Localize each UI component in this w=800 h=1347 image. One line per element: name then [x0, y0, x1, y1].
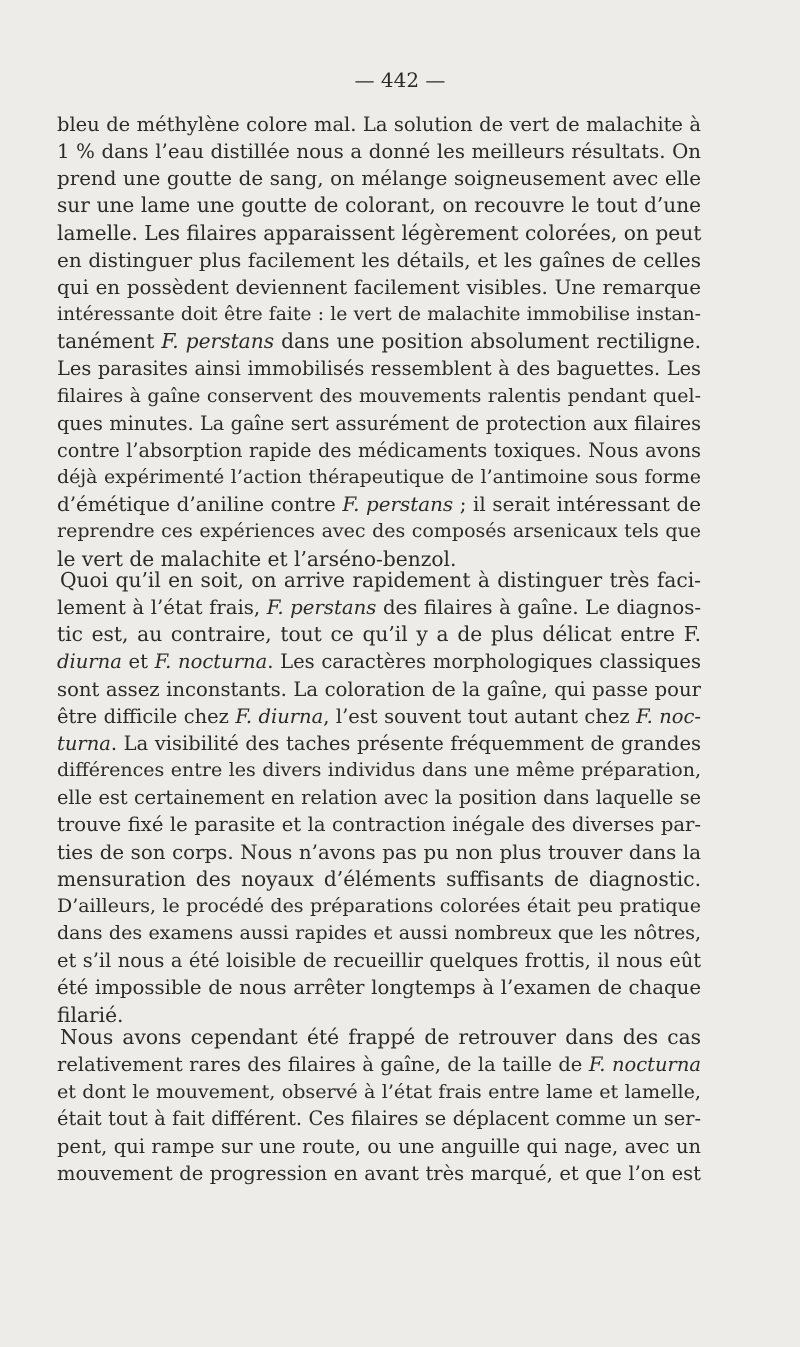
- text-line: filaires à gaîne conservent des mouvements ralentis pendant quel-: [57, 384, 701, 407]
- text-line: d’émétique d’aniline contre F. perstans ; il serait intéressant de: [57, 493, 701, 517]
- text-line: filarié.: [57, 1002, 124, 1027]
- text-line: dans des examens aussi rapides et aussi nombreux que les nôtres,: [57, 922, 701, 945]
- text-line: lement à l’état frais, F. perstans des filaires à gaîne. Le diagnos-: [57, 596, 701, 620]
- text-line: le vert de malachite et l’arséno-benzol.: [57, 546, 457, 571]
- text-line: prend une goutte de sang, on mélange soigneusement avec elle: [57, 167, 701, 191]
- text-line: ques minutes. La gaîne sert assurément de protection aux filaires: [57, 411, 701, 435]
- paragraph-3: [57, 1024, 701, 1187]
- text-line: sont assez inconstants. La coloration de la gaîne, qui passe pour: [57, 677, 701, 701]
- text-line: pent, qui rampe sur une route, ou une anguille qui nage, avec un: [57, 1134, 701, 1158]
- text-line: ties de son corps. Nous n’avons pas pu non plus trouver dans la: [57, 840, 701, 864]
- text-line: bleu de méthylène colore mal. La solution de vert de malachite à: [57, 113, 701, 136]
- text-line: mensuration des noyaux d’éléments suffisants de diagnostic.: [57, 866, 701, 891]
- text-line: lamelle. Les filaires apparaissent légèrement colorées, on peut: [57, 220, 702, 245]
- text-line: été impossible de nous arrêter longtemps à l’examen de chaque: [57, 976, 701, 1000]
- text-line: sur une lame une goutte de colorant, on recouvre le tout d’une: [57, 193, 701, 218]
- text-line: Nous avons cependant été frappé de retrouver dans des cas: [60, 1025, 701, 1049]
- text-line: et dont le mouvement, observé à l’état frais entre lame et lamelle,: [57, 1080, 701, 1104]
- text-line: en distinguer plus facilement les détails, et les gaînes de celles: [57, 247, 701, 272]
- text-line: et s’il nous a été loisible de recueillir quelques frottis, il nous eût: [57, 949, 701, 973]
- text-line: Les parasites ainsi immobilisés ressemblent à des baguettes. Les: [57, 357, 701, 381]
- paragraph-1: [57, 111, 701, 573]
- paragraph-2: [57, 567, 701, 1029]
- text-line: 1 % dans l’eau distillée nous a donné les meilleurs résultats. On: [57, 140, 701, 164]
- text-line: déjà expérimenté l’action thérapeutique de l’antimoine sous forme: [57, 466, 701, 489]
- text-line: tanément F. perstans dans une position absolument rectiligne.: [57, 329, 702, 354]
- text-line: D’ailleurs, le procédé des préparations colorées était peu pratique: [57, 894, 701, 917]
- text-line: elle est certainement en relation avec la position dans laquelle se: [57, 786, 701, 810]
- text-line: tic est, au contraire, tout ce qu’il y a de plus délicat entre F.: [57, 622, 701, 647]
- text-line: turna. La visibilité des taches présente fréquemment de grandes: [57, 731, 701, 755]
- page-number: — 442 —: [354, 68, 446, 92]
- text-line: intéressante doit être faite : le vert de malachite immobilise instan-: [57, 304, 701, 326]
- text-line: Quoi qu’il en soit, on arrive rapidement à distinguer très faci-: [60, 568, 701, 592]
- text-line: différences entre les divers individus dans une même préparation,: [57, 759, 701, 782]
- text-line: était tout à fait différent. Ces filaires se déplacent comme un ser-: [57, 1107, 701, 1131]
- text-line: mouvement de progression en avant très marqué, et que l’on est: [57, 1161, 701, 1185]
- text-line: trouve fixé le parasite et la contraction inégale des diverses par-: [57, 813, 701, 837]
- text-line: qui en possèdent deviennent facilement visibles. Une remarque: [57, 275, 701, 299]
- text-line: relativement rares des filaires à gaîne, de la taille de F. nocturna: [57, 1053, 702, 1077]
- text-line: contre l’absorption rapide des médicaments toxiques. Nous avons: [57, 438, 701, 462]
- text-line: reprendre ces expériences avec des composés arsenicaux tels que: [57, 520, 701, 543]
- text-line: diurna et F. nocturna. Les caractères morphologiques classiques: [57, 650, 701, 674]
- text-line: être difficile chez F. diurna, l’est souvent tout autant chez F. noc-: [57, 704, 701, 728]
